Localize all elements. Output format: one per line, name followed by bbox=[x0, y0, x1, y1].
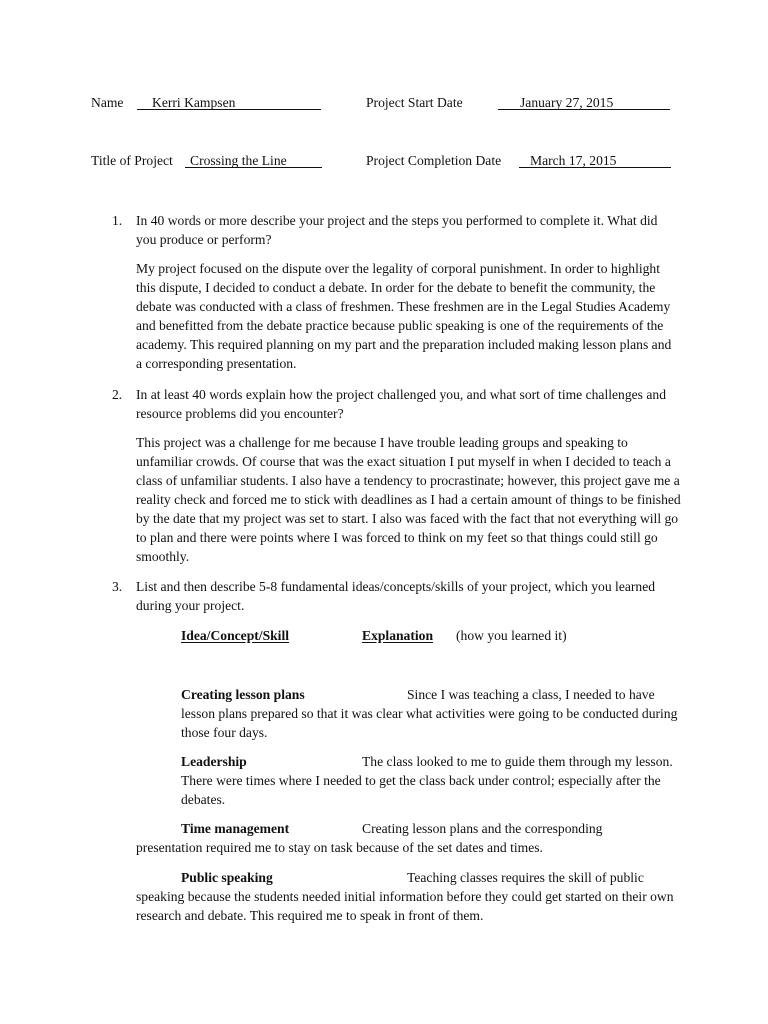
question-1-number: 1. bbox=[112, 213, 123, 228]
skill-name: Leadership bbox=[181, 754, 247, 769]
completion-date-value: March 17, 2015 bbox=[530, 153, 617, 168]
start-date-label: Project Start Date bbox=[366, 95, 463, 110]
project-title-label: Title of Project bbox=[91, 153, 173, 168]
name-value: Kerri Kampsen bbox=[152, 95, 236, 110]
skill-name: Time management bbox=[181, 821, 290, 836]
skill-item bbox=[136, 868, 676, 925]
name-label: Name bbox=[91, 95, 124, 110]
skill-name: Public speaking bbox=[181, 870, 273, 885]
skills-col2-note: (how you learned it) bbox=[456, 628, 567, 643]
completion-date-label: Project Completion Date bbox=[366, 153, 502, 168]
question-2-prompt: In at least 40 words explain how the project challenged you, and what sort of time challenges and resource problems did you encounter? bbox=[136, 387, 666, 421]
question-1-answer: My project focused on the dispute over the legality of corporal punishment. In order to highlight this dispute, I decided to conduct a debate. In order for the debate to benefit the community, the debate was conducted with a class of freshmen. These freshmen are in the Legal Studies Academy and benefitted from the debate practice because public speaking is one of the requirements of the academy. This required planning on my part and the preparation included making lesson plans and a corresponding presentation. bbox=[136, 261, 672, 371]
question-2-number: 2. bbox=[112, 387, 123, 402]
skills-col2-header: Explanation bbox=[362, 628, 434, 643]
skill-explanation: Creating lesson plans and the corresponding presentation required me to stay on task because of the set dates and times. bbox=[136, 821, 603, 855]
skill-item bbox=[181, 752, 681, 809]
skill-name: Creating lesson plans bbox=[181, 687, 305, 702]
project-title-value: Crossing the Line bbox=[190, 153, 287, 168]
skill-explanation: The class looked to me to guide them through my lesson. There were times where I needed to get the class back under control; especially after the debates. bbox=[181, 754, 673, 807]
start-date-value: January 27, 2015 bbox=[520, 95, 614, 110]
skills-col1-header: Idea/Concept/Skill bbox=[181, 628, 290, 643]
skill-item bbox=[181, 685, 681, 742]
question-3-number: 3. bbox=[112, 579, 123, 594]
question-1-prompt: In 40 words or more describe your project and the steps you performed to complete it. What did you produce or perform? bbox=[136, 213, 658, 247]
skill-item bbox=[136, 819, 656, 857]
skill-explanation: Since I was teaching a class, I needed to have lesson plans prepared so that it was clear what activities were going to be conducted during those four days. bbox=[181, 687, 678, 740]
question-2-answer: This project was a challenge for me because I have trouble leading groups and speaking to unfamiliar crowds. Of course that was the exact situation I put myself in when I decided to teach a class of unfamiliar students. I also have a tendency to procrastinate; however, this project gave me a reality check and forced me to stick with deadlines as I had a certain amount of things to be finished by the date that my project was set to start. I also was faced with the fact that not everything will go to plan and there were points where I was forced to think on my feet so that things could still go smoothly. bbox=[136, 435, 681, 564]
skill-explanation: Teaching classes requires the skill of public speaking because the students needed initial information before they could get started on their own research and debate. This required me to speak in front of them. bbox=[136, 870, 674, 923]
question-3-prompt: List and then describe 5-8 fundamental ideas/concepts/skills of your project, which you learned during your project. bbox=[136, 579, 656, 613]
